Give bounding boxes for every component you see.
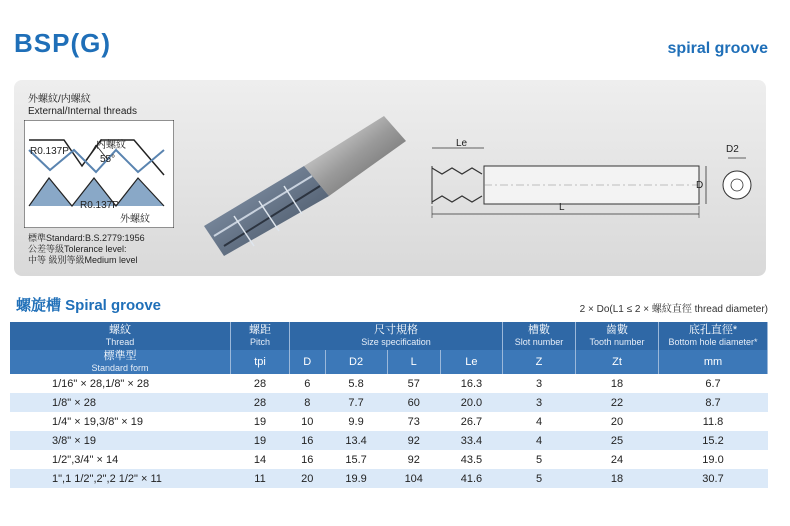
- cell-d: 8: [290, 393, 326, 412]
- subheader-l: L: [387, 350, 440, 374]
- section-title: 螺旋槽 Spiral groove: [16, 297, 162, 314]
- cell-d2: 15.7: [345, 453, 367, 466]
- cell-d2: 5.8: [348, 377, 364, 390]
- cell-mm: 8.7: [659, 393, 768, 412]
- cell-thread: 1/16" × 28,1/8" × 28: [52, 377, 150, 390]
- thread-label-cn: 外螺紋/内螺紋: [28, 94, 91, 105]
- cell-d2: 7.7: [325, 393, 387, 412]
- page-subtitle: spiral groove: [667, 40, 768, 57]
- end-mill-image: [184, 96, 424, 266]
- header-tooth: 齒數 Tooth number: [576, 322, 659, 350]
- standard-label: 標準Standard:B.S.2779:1956: [28, 233, 145, 243]
- cell-z: 3: [535, 377, 543, 390]
- dimension-d2-label: D2: [726, 144, 739, 155]
- medium-level-label: 中等 級別等級Medium level: [28, 255, 138, 265]
- dimension-le-label: Le: [456, 138, 468, 149]
- cell-tpi: 28: [231, 393, 290, 412]
- external-thread-label: 外螺紋: [120, 214, 150, 225]
- spec-table: [10, 322, 768, 488]
- header-pitch: 螺距 Pitch: [231, 322, 290, 350]
- cell-z: 4: [503, 431, 576, 450]
- cell-d: 20: [290, 469, 326, 488]
- radius-top-label: R0.137P: [30, 146, 69, 157]
- table-row: [10, 469, 768, 488]
- angle-label: 55°: [100, 154, 116, 165]
- cell-zt: 22: [576, 393, 659, 412]
- cell-z: 5: [503, 469, 576, 488]
- table-row: [10, 393, 768, 412]
- cell-tpi: 19: [231, 431, 290, 450]
- cell-thread: 1/8" × 28: [10, 393, 231, 412]
- table-row: [10, 431, 768, 450]
- cell-thread: 1/2",3/4" × 14: [52, 453, 119, 466]
- cell-thread: 3/8" × 19: [10, 431, 231, 450]
- cell-le: 43.5: [460, 453, 483, 466]
- cell-tpi: 11: [231, 469, 290, 488]
- cell-tpi: 28: [253, 377, 267, 390]
- cell-mm: 6.7: [705, 377, 721, 390]
- header-hole: 底孔直徑* Bottom hole diameter*: [659, 322, 768, 350]
- dimension-drawing: [424, 126, 754, 246]
- cell-tpi: 19: [253, 415, 267, 428]
- page-title: BSP(G): [14, 28, 111, 58]
- cell-le: 26.7: [460, 415, 483, 428]
- subheader-tpi: tpi: [231, 350, 290, 374]
- cell-d: 6: [304, 377, 311, 390]
- header-slot: 槽數 Slot number: [503, 322, 576, 350]
- table-row: [10, 450, 768, 469]
- cell-d: 10: [301, 415, 314, 428]
- header-size: 尺寸規格 Size specification: [290, 322, 503, 350]
- cell-l: 92: [407, 453, 420, 466]
- radius-bottom-label: R0.137P: [80, 200, 119, 211]
- subheader-d2: D2: [325, 350, 387, 374]
- header-thread: 螺紋 Thread: [10, 322, 231, 350]
- cell-mm: 15.2: [659, 431, 768, 450]
- cell-d: 16: [290, 431, 326, 450]
- cell-thread: 1",1 1/2",2",2 1/2" × 11: [10, 469, 231, 488]
- cell-thread: 1/4" × 19,3/8" × 19: [52, 415, 143, 428]
- cell-le: 41.6: [440, 469, 502, 488]
- cell-le: 33.4: [440, 431, 502, 450]
- cell-zt: 25: [576, 431, 659, 450]
- subheader-zt: Zt: [576, 350, 659, 374]
- cell-z: 3: [503, 393, 576, 412]
- cell-d: 16: [301, 453, 314, 466]
- cell-z: 4: [535, 415, 543, 428]
- cell-d2: 19.9: [325, 469, 387, 488]
- cell-zt: 18: [610, 377, 624, 390]
- cell-l: 73: [407, 415, 420, 428]
- cell-tpi: 14: [253, 453, 267, 466]
- cell-l: 92: [387, 431, 440, 450]
- thread-label-en: External/Internal threads: [28, 106, 137, 117]
- cell-le: 20.0: [440, 393, 502, 412]
- dimension-l-label: L: [559, 202, 565, 213]
- subheader-d: D: [290, 350, 326, 374]
- table-row: [10, 374, 768, 393]
- subheader-form: 標準型 Standard form: [10, 350, 231, 374]
- cell-l: 57: [407, 377, 420, 390]
- cell-zt: 24: [610, 453, 624, 466]
- cell-d2: 9.9: [348, 415, 364, 428]
- subheader-mm: mm: [659, 350, 768, 374]
- cell-zt: 18: [576, 469, 659, 488]
- cell-d2: 13.4: [325, 431, 387, 450]
- subheader-le: Le: [440, 350, 502, 374]
- illustration-panel: [14, 80, 766, 276]
- table-row: [10, 412, 768, 431]
- cell-mm: 30.7: [659, 469, 768, 488]
- cell-mm: 11.8: [702, 415, 724, 428]
- cell-l: 60: [387, 393, 440, 412]
- subheader-z: Z: [503, 350, 576, 374]
- cell-zt: 20: [610, 415, 624, 428]
- cell-z: 5: [535, 453, 543, 466]
- internal-thread-label: 内螺紋: [96, 140, 126, 151]
- dimension-d-label: D: [696, 180, 704, 191]
- tolerance-label: 公差等級Tolerance level:: [28, 244, 127, 254]
- cell-l: 104: [387, 469, 440, 488]
- section-note: 2 × Do(L1 ≤ 2 × 螺紋直徑 thread diameter): [579, 304, 768, 315]
- cell-le: 16.3: [460, 377, 483, 390]
- cell-mm: 19.0: [702, 453, 724, 466]
